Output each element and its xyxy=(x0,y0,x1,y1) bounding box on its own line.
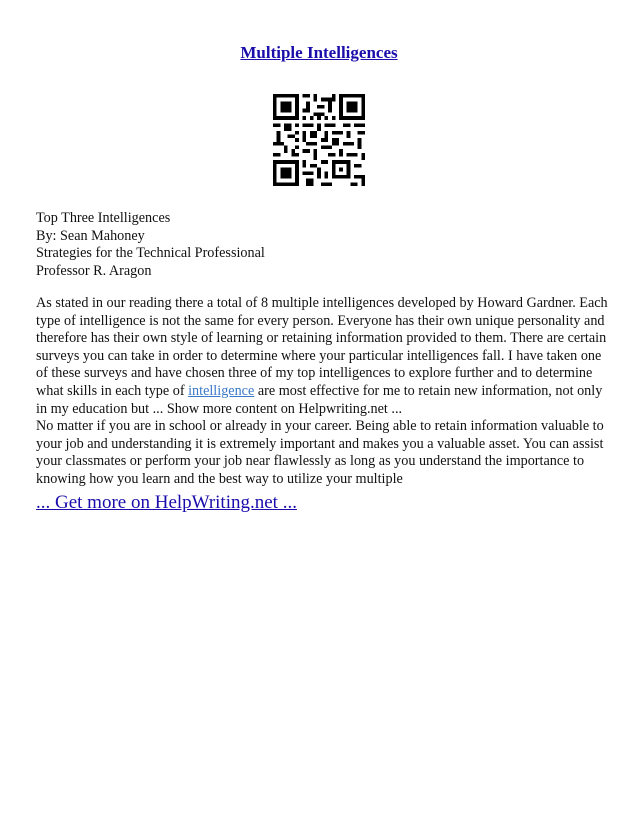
essay-body xyxy=(36,295,608,489)
more-link-container xyxy=(36,492,297,514)
paragraph-1 xyxy=(36,295,608,418)
qr-code-icon xyxy=(273,94,365,186)
intelligence-link[interactable]: intelligence xyxy=(188,382,255,399)
course-line: Strategies for the Technical Professional xyxy=(36,245,265,262)
paragraph-2: No matter if you are in school or already in your career. Being able to retain information valuable to your job and understanding it is extremely important and makes you a valuable asset. You can assist your classmates or perform your job near flawlessly as long as you understand the importance to knowing how you learn and the best way to utilize your multiple xyxy=(36,418,604,487)
author-line: By: Sean Mahoney xyxy=(36,227,145,244)
title-link[interactable]: Multiple Intelligences xyxy=(240,43,398,62)
paragraph-1-text-b: are most effective for me to retain new information, not only in my education but ... Show more content on Helpwriting.net ... xyxy=(36,382,603,417)
get-more-link[interactable]: ... Get more on HelpWriting.net ... xyxy=(36,492,297,513)
page-title xyxy=(0,43,638,63)
essay-heading: Top Three Intelligences xyxy=(36,210,171,226)
professor-line: Professor R. Aragon xyxy=(36,262,152,279)
paragraph-1-text-a: As stated in our reading there a total of 8 multiple intelligences developed by Howard Gardner. Each type of intelligence is not the same for every person. Everyone has their own unique personality and therefore has their own style of learning or retaining information provided to them. There are certain surveys you can take in order to determine where your particular intelligences fall. I have taken one of these surveys and have chosen three of my top intelligences to explore further and to determine what skills in each type of xyxy=(36,295,608,399)
document-meta xyxy=(36,210,606,280)
